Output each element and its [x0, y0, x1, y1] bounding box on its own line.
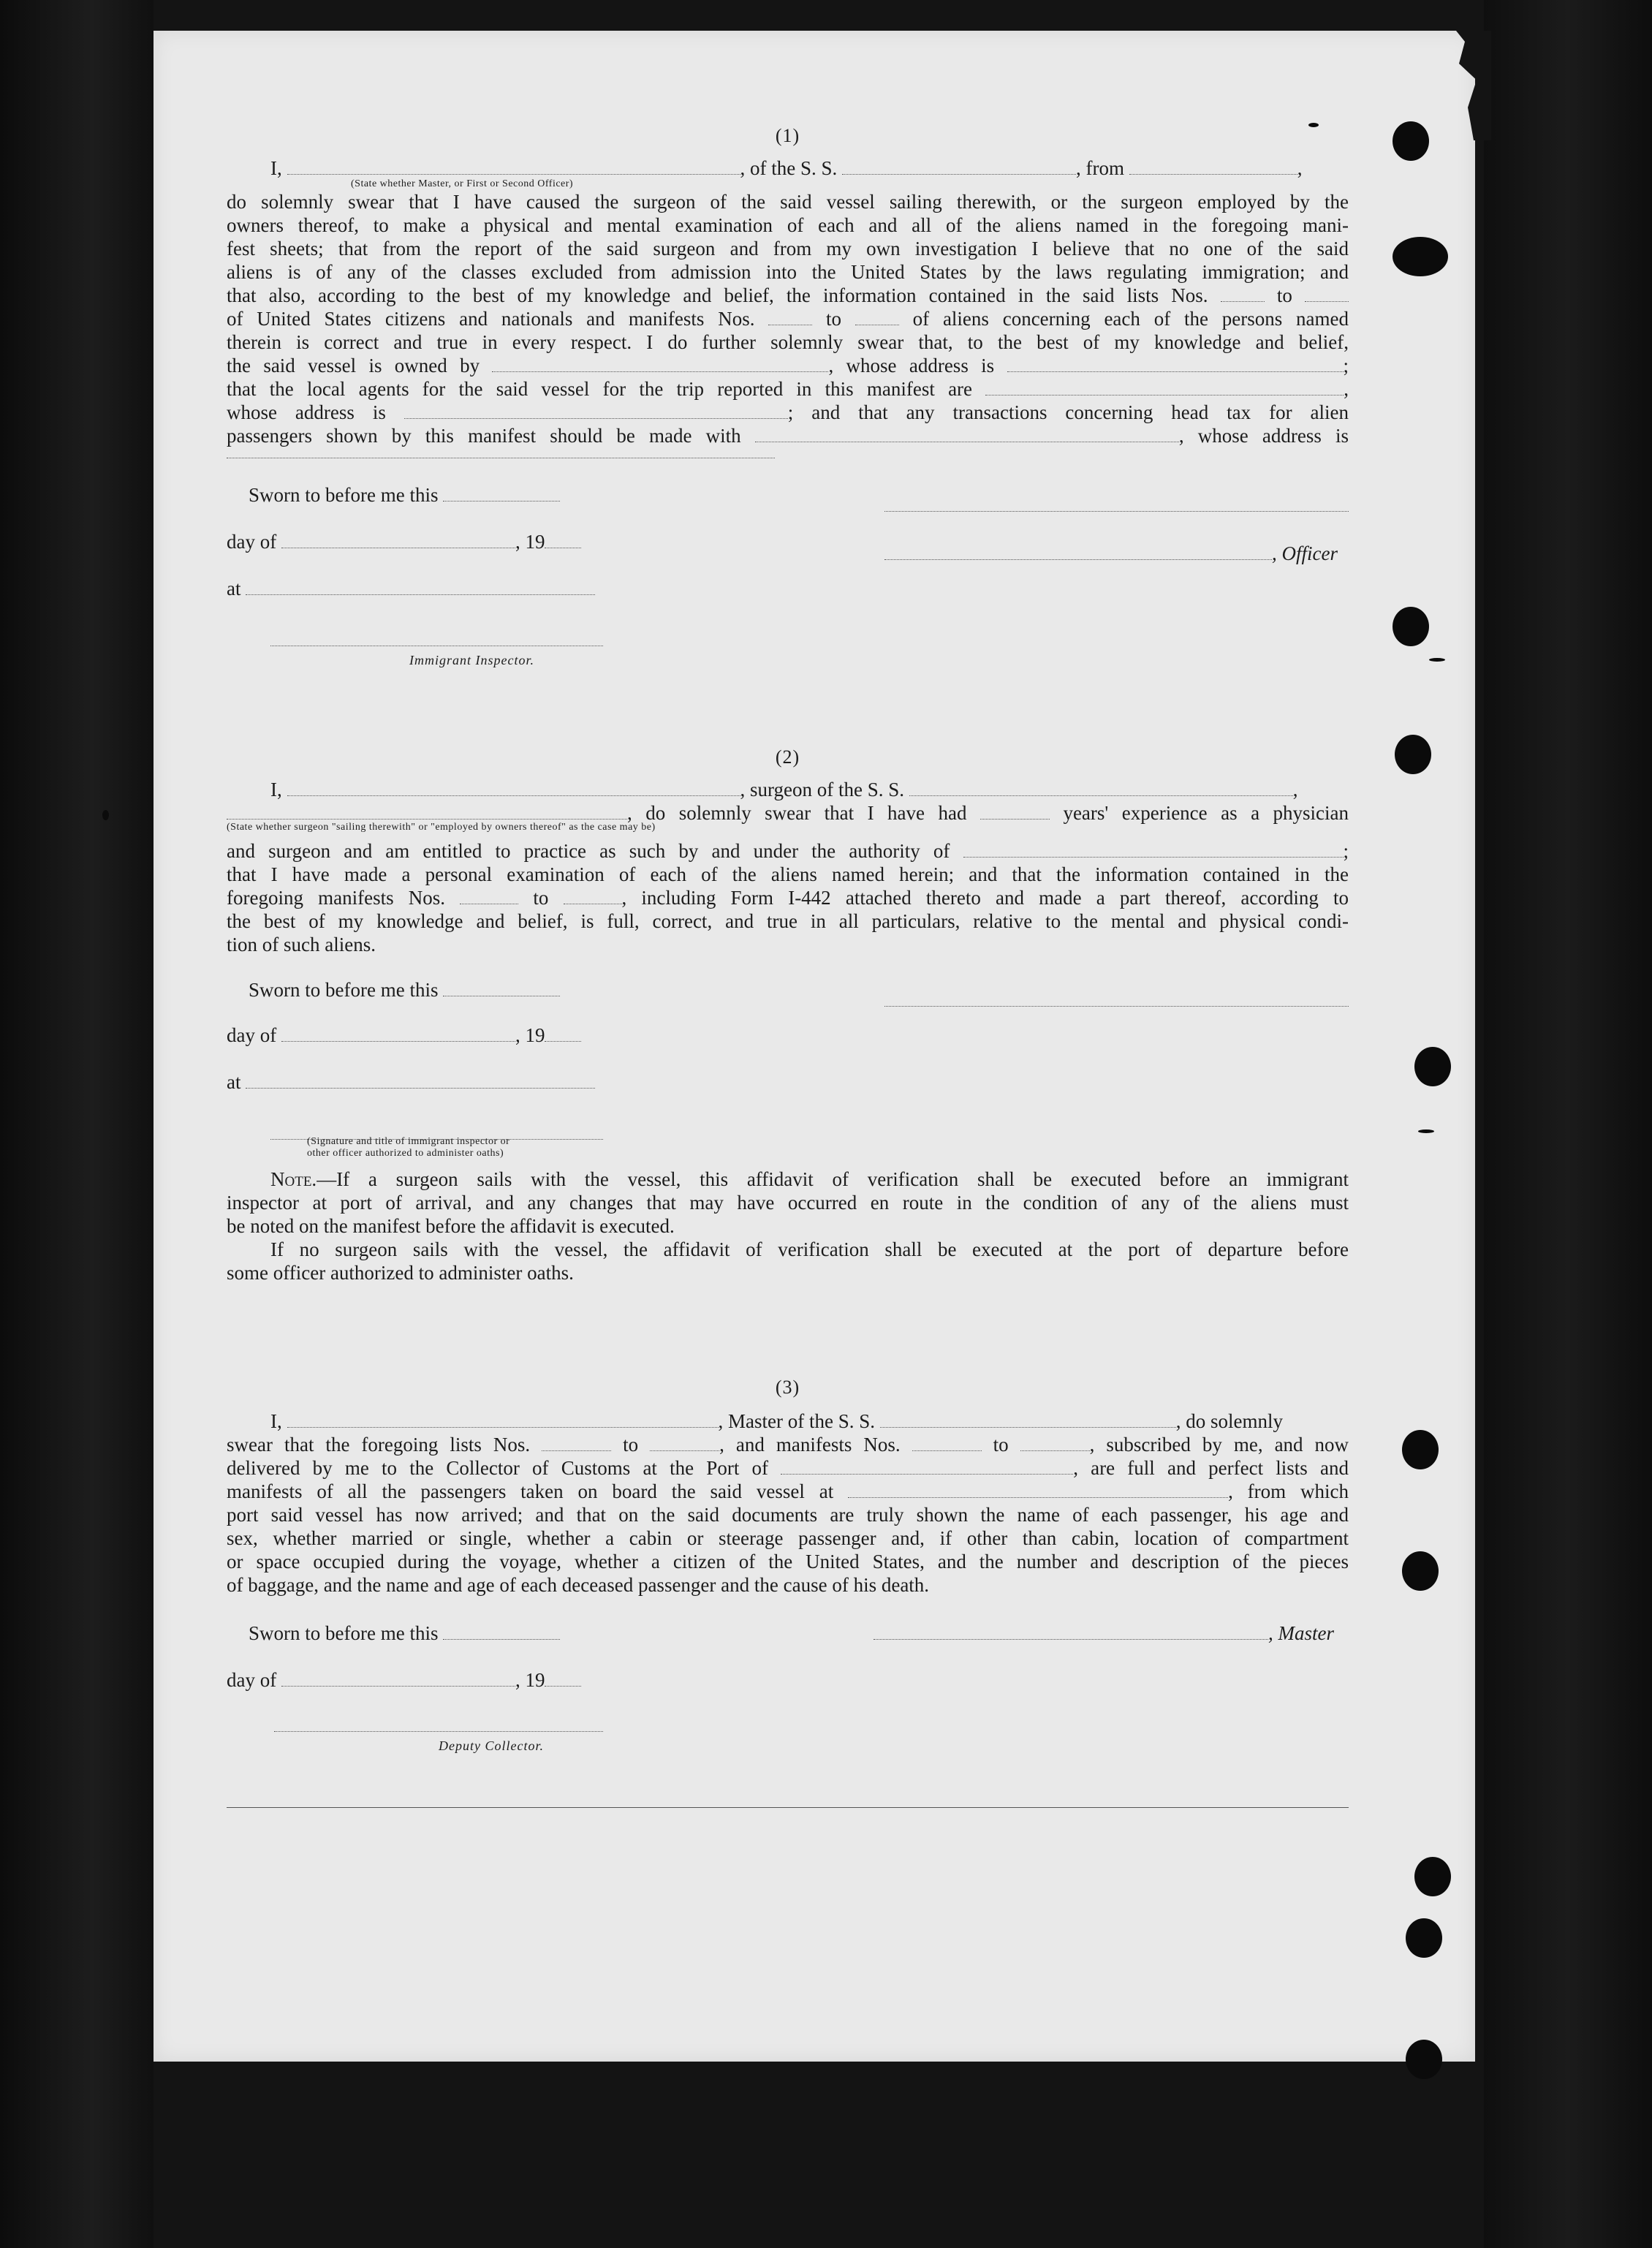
- section2-opening-line: [227, 778, 1349, 801]
- text: swear that the foregoing lists Nos.: [227, 1434, 531, 1456]
- text: , from which: [1228, 1480, 1349, 1502]
- inspector-label: Immigrant Inspector.: [409, 653, 534, 667]
- text: , 19: [515, 1024, 545, 1046]
- scan-mark: [1429, 658, 1445, 662]
- text: , do solemnly swear that I have had: [627, 802, 967, 824]
- collector-label: Deputy Collector.: [439, 1738, 544, 1753]
- punch-hole: [1393, 121, 1429, 161]
- manifests-to-blank[interactable]: [1020, 1434, 1090, 1451]
- scan-mark: [1418, 1129, 1434, 1133]
- section1-opening-line: [227, 156, 1349, 180]
- month-blank[interactable]: [281, 1025, 515, 1042]
- owner-address-blank[interactable]: [1007, 355, 1344, 372]
- authority-blank[interactable]: [963, 841, 1344, 858]
- surgeon-signature-blank[interactable]: [884, 983, 1349, 1007]
- lists-from-blank[interactable]: [542, 1434, 611, 1451]
- body-line: aliens is of any of the classes excluded from admission into the United States by the laws regulating immigration; and: [227, 261, 1349, 283]
- text: that also, according to the best of my knowledge and belief, the information contained in the said lists Nos.: [227, 284, 1208, 306]
- signature-note: [307, 1136, 509, 1159]
- body-line: that I have made a personal examination of each of the aliens named herein; and that the information contained in the: [227, 863, 1349, 885]
- text: at: [227, 1071, 241, 1093]
- place-blank[interactable]: [246, 578, 595, 595]
- text: , from: [1076, 157, 1124, 179]
- body-line-whose: [227, 401, 1349, 424]
- body-line-swear: [227, 801, 1349, 825]
- punch-hole: [1395, 735, 1431, 774]
- punch-hole: [1393, 607, 1429, 646]
- body-line: or space occupied during the voyage, whether a citizen of the United States, and the number and description of the pieces: [227, 1551, 1349, 1573]
- text: foregoing manifests Nos.: [227, 887, 446, 909]
- ship-name-blank[interactable]: [880, 1411, 1176, 1428]
- day-of-line: [227, 530, 581, 553]
- at-line: [227, 577, 595, 600]
- body-line-owned: [227, 354, 1349, 377]
- body-line-swear: [227, 1433, 1349, 1456]
- signature-blank[interactable]: [884, 488, 1349, 512]
- master-name-blank[interactable]: [287, 1411, 719, 1428]
- address-continuation-blank[interactable]: [227, 447, 775, 458]
- body-line: tion of such aliens.: [227, 934, 376, 955]
- section2-signature-block: [227, 956, 1349, 1157]
- inspector-signature-blank[interactable]: [270, 622, 603, 646]
- text: years' experience as a physician: [1063, 802, 1349, 824]
- master-note: (State whether Master, or First or Second Officer): [351, 178, 574, 189]
- lists-from-blank[interactable]: [1221, 285, 1265, 302]
- ship-name-blank[interactable]: [909, 779, 1293, 796]
- punch-hole: [1393, 237, 1448, 276]
- text: day of: [227, 531, 277, 553]
- text: to: [623, 1434, 639, 1456]
- scan-border-left: [0, 0, 154, 2248]
- month-blank[interactable]: [281, 531, 515, 548]
- sworn-line: [249, 978, 560, 1002]
- text: , 19: [515, 1669, 545, 1691]
- text: , of the S. S.: [740, 157, 838, 179]
- text: , do solemnly: [1175, 1410, 1283, 1432]
- punch-hole: [1406, 2040, 1442, 2079]
- text: Sworn to before me this: [249, 1622, 439, 1644]
- sworn-line: [249, 483, 560, 507]
- text: , including Form I-442 attached thereto and made a part thereof, according to: [621, 887, 1349, 909]
- text: , whose address is: [828, 355, 995, 376]
- text: ,: [1297, 157, 1303, 179]
- note-label: Note.: [270, 1168, 317, 1190]
- text: other officer authorized to administer oaths): [307, 1148, 504, 1159]
- note-line: [227, 1167, 1349, 1191]
- sworn-date-blank[interactable]: [443, 980, 560, 996]
- section1-signature-block: [227, 458, 1349, 678]
- text: passengers shown by this manifest should be made with: [227, 425, 741, 447]
- surgeon-name-blank[interactable]: [287, 779, 740, 796]
- section-number: (3): [775, 1377, 800, 1398]
- bottom-rule: [227, 1807, 1349, 1808]
- lists-to-blank[interactable]: [650, 1434, 719, 1451]
- text: I,: [270, 779, 282, 801]
- text: to: [993, 1434, 1009, 1456]
- punch-hole: [1402, 1551, 1439, 1591]
- body-line-delivered: [227, 1456, 1349, 1480]
- years-blank[interactable]: [980, 803, 1050, 820]
- text: ; and that any transactions concerning head tax for alien: [787, 401, 1349, 423]
- body-line-manifests: [227, 1480, 1349, 1503]
- text: , whose address is: [1178, 425, 1349, 447]
- text: , 19: [515, 531, 545, 553]
- scan-border-right: [1484, 0, 1652, 2248]
- text: ;: [1343, 840, 1349, 862]
- port-blank[interactable]: [781, 1458, 1073, 1475]
- body-line-foregoing: [227, 886, 1349, 909]
- sworn-line: [249, 1621, 560, 1645]
- body-line-authority: [227, 839, 1349, 863]
- body-line-passengers: [227, 424, 1349, 447]
- note-line: If no surgeon sails with the vessel, the affidavit of verification shall be executed at the port of departure before: [270, 1238, 1349, 1260]
- body-line-lists: [227, 284, 1349, 307]
- text: at: [227, 578, 241, 599]
- manifests-from-blank[interactable]: [768, 309, 812, 325]
- text: day of: [227, 1024, 277, 1046]
- body-line: the best of my knowledge and belief, is full, correct, and true in all particulars, relative to the mental and physical condi-: [227, 910, 1349, 932]
- punch-hole: [1406, 1918, 1442, 1958]
- punch-hole: [1414, 1047, 1451, 1086]
- text: , are full and perfect lists and: [1073, 1457, 1349, 1479]
- form-content: [227, 124, 1349, 1808]
- lists-to-blank[interactable]: [1305, 285, 1349, 302]
- year-blank[interactable]: [545, 1025, 581, 1042]
- surgeon-type-blank[interactable]: [227, 803, 627, 820]
- text: ,: [1292, 779, 1298, 801]
- manifests-from-blank[interactable]: [460, 888, 518, 904]
- body-line-citizens: [227, 307, 1349, 330]
- manifests-from-blank[interactable]: [912, 1434, 982, 1451]
- text: , Master of the S. S.: [718, 1410, 875, 1432]
- body-line: therein is correct and true in every respect. I do further solemnly swear that, to the best of my knowledge and belief,: [227, 331, 1349, 353]
- note-line: be noted on the manifest before the affidavit is executed.: [227, 1215, 675, 1237]
- text: I,: [270, 157, 282, 179]
- punch-hole: [1414, 1857, 1451, 1896]
- text: ,: [1344, 378, 1349, 400]
- surgeon-note: (State whether surgeon "sailing therewith" or "employed by owners thereof" as the case may be): [227, 822, 656, 833]
- section-number: (2): [775, 746, 800, 768]
- text: Sworn to before me this: [249, 484, 439, 506]
- text: (Signature and title of immigrant inspector or: [307, 1136, 510, 1147]
- punch-hole: [1402, 1430, 1439, 1469]
- scan-mark: [102, 810, 109, 820]
- body-line: do solemnly swear that I have caused the surgeon of the said vessel sailing therewith, or the surgeon employed by the: [227, 191, 1349, 213]
- text: to: [1276, 284, 1292, 306]
- text: manifests of all the passengers taken on board the said vessel at: [227, 1480, 834, 1502]
- note-line: inspector at port of arrival, and any changes that may have occurred en route in the condition of any of the aliens must: [227, 1192, 1349, 1214]
- text: , subscribed by me, and now: [1089, 1434, 1349, 1456]
- master-line: [874, 1621, 1334, 1645]
- embarkation-port-blank[interactable]: [848, 1481, 1228, 1498]
- text: the said vessel is owned by: [227, 355, 480, 376]
- officer-label: , Officer: [1272, 542, 1338, 564]
- collector-signature-blank[interactable]: [274, 1708, 603, 1732]
- day-of-line: [227, 1023, 581, 1047]
- officer-line: [884, 542, 1338, 565]
- note-line: some officer authorized to administer oaths.: [227, 1262, 574, 1284]
- owner-blank[interactable]: [492, 355, 828, 372]
- text: of United States citizens and nationals and manifests Nos.: [227, 308, 755, 330]
- section3-opening-line: [227, 1409, 1349, 1433]
- day-of-line: [227, 1668, 581, 1692]
- place-blank[interactable]: [246, 1072, 595, 1089]
- text: that the local agents for the said vessel for the trip reported in this manifest are: [227, 378, 973, 400]
- ship-name-blank[interactable]: [842, 158, 1076, 175]
- text: , surgeon of the S. S.: [740, 779, 905, 801]
- master-label: , Master: [1268, 1622, 1334, 1644]
- sworn-date-blank[interactable]: [443, 485, 560, 502]
- body-line: owners thereof, to make a physical and mental examination of each and all of the aliens named in the foregoing mani-: [227, 214, 1349, 236]
- manifests-to-blank[interactable]: [855, 309, 899, 325]
- section3-signature-block: [227, 1597, 1349, 1753]
- agents-blank[interactable]: [985, 379, 1344, 396]
- master-name-blank[interactable]: [287, 158, 740, 175]
- month-blank[interactable]: [281, 1670, 515, 1687]
- body-line: of baggage, and the name and age of each deceased passenger and the cause of his death.: [227, 1574, 930, 1596]
- text: to: [826, 308, 842, 330]
- body-line-agents: [227, 377, 1349, 401]
- manifests-to-blank[interactable]: [564, 888, 622, 904]
- body-line: fest sheets; that from the report of the said surgeon and from my own investigation I believe that no one of the said: [227, 238, 1349, 260]
- master-signature-blank[interactable]: [874, 1623, 1268, 1640]
- text: I,: [270, 1410, 282, 1432]
- section-number: (1): [775, 125, 800, 146]
- head-tax-party-blank[interactable]: [755, 425, 1179, 442]
- text: whose address is: [227, 401, 386, 423]
- text: ;: [1343, 355, 1349, 376]
- text: Sworn to before me this: [249, 979, 439, 1001]
- year-blank[interactable]: [545, 531, 581, 548]
- text: —If a surgeon sails with the vessel, this affidavit of verification shall be executed before an immigrant: [317, 1168, 1349, 1190]
- text: and surgeon and am entitled to practice as such by and under the authority of: [227, 840, 950, 862]
- body-line: port said vessel has now arrived; and that on the said documents are truly shown the name of each passenger, his age and: [227, 1504, 1349, 1526]
- departure-port-blank[interactable]: [1129, 158, 1297, 175]
- text: delivered by me to the Collector of Customs at the Port of: [227, 1457, 768, 1479]
- text: of aliens concerning each of the persons named: [912, 308, 1349, 330]
- sworn-date-blank[interactable]: [443, 1623, 560, 1640]
- at-line: [227, 1070, 595, 1094]
- year-blank[interactable]: [545, 1670, 581, 1687]
- agents-address-blank[interactable]: [404, 402, 788, 419]
- text: day of: [227, 1669, 277, 1691]
- body-line: sex, whether married or single, whether a cabin or steerage passenger and, if other than cabin, location of compartment: [227, 1527, 1349, 1549]
- text: , and manifests Nos.: [719, 1434, 901, 1456]
- text: to: [533, 887, 549, 909]
- officer-signature-blank[interactable]: [884, 543, 1272, 560]
